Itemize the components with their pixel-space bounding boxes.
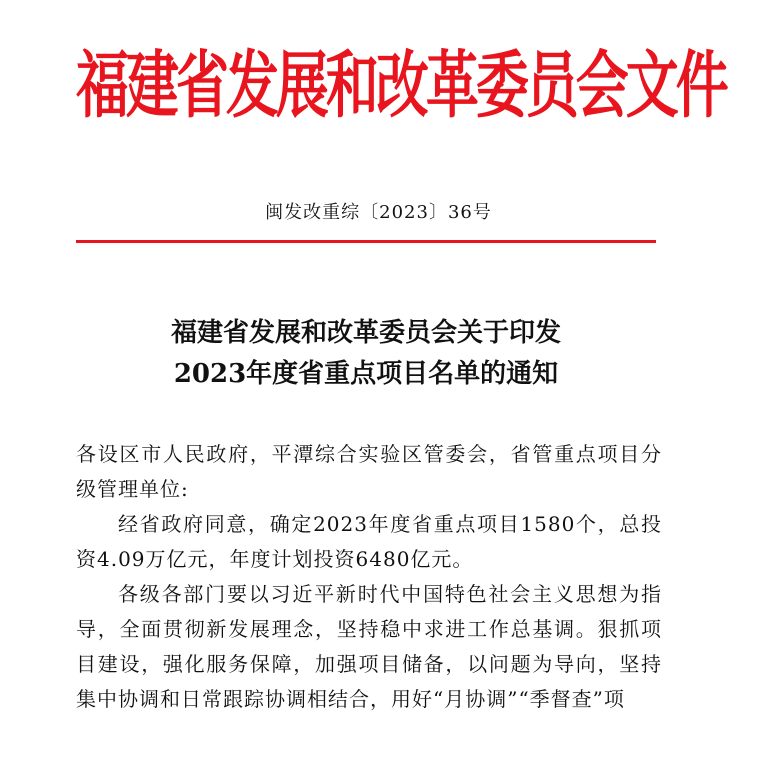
salutation: 各设区市人民政府，平潭综合实验区管委会，省管重点项目分级管理单位: bbox=[76, 442, 662, 501]
notice-body bbox=[76, 437, 662, 717]
issuing-authority-title: 福建省发展和改革委员会文件 bbox=[76, 42, 726, 128]
body-paragraph: 经省政府同意，确定2023年度省重点项目1580个，总投资4.09万亿元，年度计划投资6480亿元。 bbox=[76, 512, 662, 571]
document-number: 闽发改重综〔2023〕36号 bbox=[265, 202, 492, 223]
notice-title-line-2: 2023年度省重点项目名单的通知 bbox=[173, 359, 559, 389]
notice-title-line-1: 福建省发展和改革委员会关于印发 bbox=[170, 318, 561, 348]
body-paragraph: 各级各部门要以习近平新时代中国特色社会主义思想为指导，全面贯彻新发展理念，坚持稳中求进工作总基调。狠抓项目建设，强化服务保障，加强项目储备，以问题为导向，坚持集中协调和日常跟踪协调相结合，用好“月协调”“季督查”项 bbox=[76, 582, 662, 711]
header-divider-rule bbox=[76, 240, 656, 243]
